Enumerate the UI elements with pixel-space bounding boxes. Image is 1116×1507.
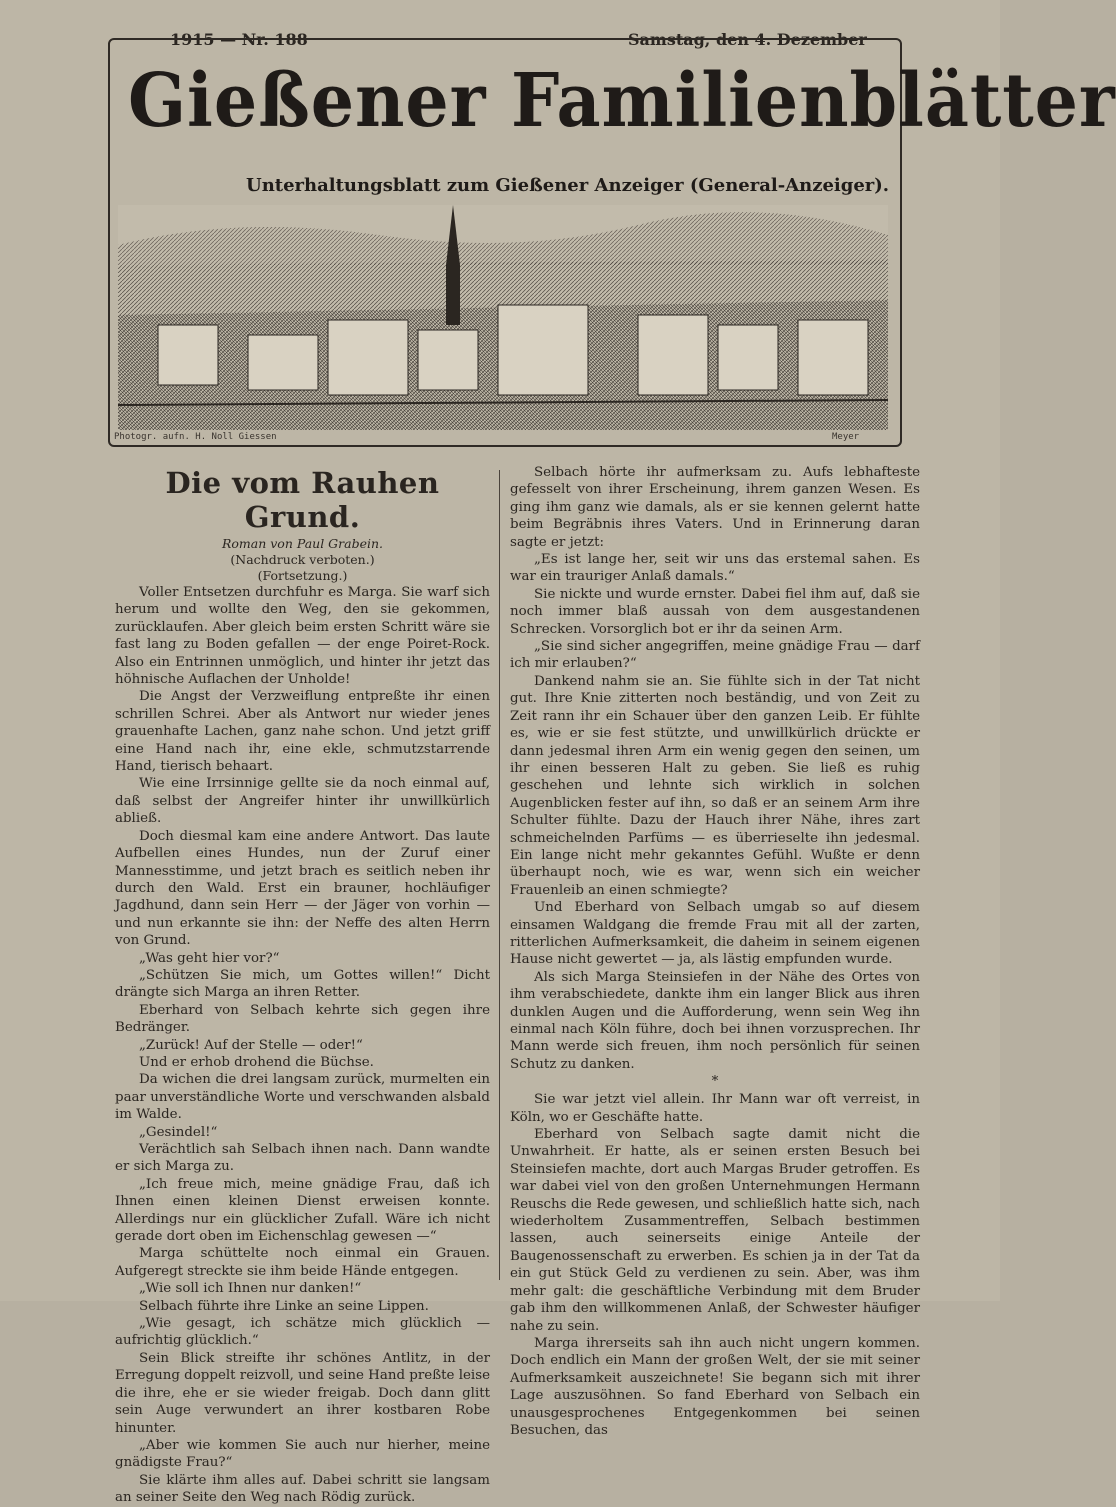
city-panorama-illustration (118, 205, 888, 430)
paragraph: Sie war jetzt viel allein. Ihr Mann war oft verreist, in Köln, wo er Geschäfte hatte. (510, 1092, 920, 1125)
section-separator: * (711, 1074, 719, 1090)
masthead-subtitle: Unterhaltungsblatt zum Gießener Anzeiger (General-Anzeiger). (246, 175, 890, 196)
paragraph: Marga ihrerseits sah ihn auch nicht ungern kommen. Doch endlich ein Mann der großen Welt, der sie mit seiner Aufmerksamkeit auszeichnete! Sie begann sich mit ihrer Lage auszusöhnen. So fand Eberhard von Selbach ein unausgesprochenes Entgegenkommen bei seinen Besuchen, das (510, 1335, 920, 1438)
paragraph: Wie eine Irrsinnige gellte sie da noch einmal auf, daß selbst der Angreifer hinter ihr unwillkürlich abließ. (115, 776, 490, 827)
right-column (510, 464, 920, 1439)
paragraph: Selbach führte ihre Linke an seine Lippen. (139, 1298, 429, 1314)
paragraph: Verächtlich sah Selbach ihnen nach. Dann wandte er sich Marga zu. (115, 1142, 490, 1175)
photo-credit: Photogr. aufn. H. Noll Giessen (114, 432, 277, 442)
paragraph: Eberhard von Selbach sagte damit nicht die Unwahrheit. Er hatte, als er seinen ersten Besuch bei Steinsiefen machte, dort auch Margas Bruder getroffen. Es war dabei viel von den großen Unternehmungen Hermann Reuschs die Rede gewesen, und schließlich hatte sich, nach wiederholtem Zusammentreffen, Selbach bestimmen lassen, auch seinerseits einige Anteile der Baugenossenschaft zu erwerben. Es schien ja in der Tat da ein gut Stück Geld zu verdienen zu sein. Aber, was ihm mehr galt: die geschäftliche Verbindung mit dem Bruder gab ihm den willkommenen Anlaß, der Schwester häufiger nahe zu sein. (510, 1127, 920, 1334)
engraver-credit: Meyer (832, 432, 860, 442)
issue-date: Samstag, den 4. Dezember (628, 30, 867, 49)
paragraph: „Aber wie kommen Sie auch nur hierher, meine gnädigste Frau?“ (115, 1437, 490, 1471)
paragraph: Sie nickte und wurde ernster. Dabei fiel ihm auf, daß sie noch immer blaß aussah von dem ausgestandenen Schrecken. Vorsorglich bot er ihr da seinen Arm. (510, 586, 920, 637)
paragraph: Und er erhob drohend die Büchse. (139, 1054, 374, 1070)
reprint-note: (Nachdruck verboten.) (230, 552, 375, 567)
masthead-title: Gießener Familienblätter (128, 58, 1116, 144)
paragraph: Die Angst der Verzweiflung entpreßte ihr einen schrillen Schrei. Aber als Antwort nur wieder jenes grauenhafte Lachen, ganz nahe schon. Und jetzt griff eine Hand nach ihr, eine ekle, schmutzstarrende Hand, tierisch behaart. (115, 689, 490, 775)
left-column (115, 462, 490, 1507)
paragraph: Sie klärte ihm alles auf. Dabei schritt sie langsam an seiner Seite den Weg nach Rödig zurück. (115, 1472, 490, 1506)
paragraph: „Schützen Sie mich, um Gottes willen!“ Dicht drängte sich Marga an ihren Retter. (115, 967, 490, 1001)
paragraph: „Wie soll ich Ihnen nur danken!“ (139, 1281, 362, 1297)
paragraph: „Sie sind sicher angegriffen, meine gnädige Frau — darf ich mir erlauben?“ (510, 639, 920, 672)
paragraph: Eberhard von Selbach kehrte sich gegen ihre Bedränger. (115, 1002, 490, 1036)
story-byline: Roman von Paul Grabein. (221, 536, 384, 551)
paragraph: „Zurück! Auf der Stelle — oder!“ (139, 1037, 363, 1053)
paragraph: „Es ist lange her, seit wir uns das erstemal sahen. Es war ein trauriger Anlaß damals.“ (510, 552, 920, 585)
paragraph: Marga schüttelte noch einmal ein Grauen. Aufgeregt streckte sie ihm beide Hände entgegen. (115, 1246, 490, 1279)
paragraph: „Gesindel!“ (139, 1124, 218, 1140)
story-title: Die vom Rauhen Grund. (165, 466, 440, 534)
paragraph: „Wie gesagt, ich schätze mich glücklich — aufrichtig glücklich.“ (115, 1316, 490, 1349)
paragraph: „Was geht hier vor?“ (139, 950, 280, 966)
paragraph: Voller Entsetzen durchfuhr es Marga. Sie warf sich herum und wollte den Weg, den sie gekommen, zurücklaufen. Aber gleich beim ersten Schritt wäre sie fast lang zu Boden gefallen — der enge Poiret-Rock. Also ein Entrinnen unmöglich, und hinter ihr jetzt das höhnische Auflachen der Unholde! (115, 585, 490, 688)
paragraph: Dankend nahm sie an. Sie fühlte sich in der Tat nicht gut. Ihre Knie zitterten noch beständig, und von Zeit zu Zeit rann ihr ein Schauer über den ganzen Leib. Er fühlte es, wie er sie fest stützte, und unwillkürlich drückte er dann jedesmal ihren Arm ein wenig gegen den seinen, um ihr einen besseren Halt zu geben. Sie ließ es ruhig geschehen und lehnte sich wirklich in solchen Augenblicken fester auf ihn, so daß er an seinem Arm ihre Schulter fühlte. Dazu der Hauch ihrer Nähe, ihres zart schmeichelnden Parfüms — es überrieselte ihn jedesmal. Ein lange nicht mehr gekanntes Gefühl. Wußte er denn überhaupt noch, wie es war, wenn sich ein weicher Frauenleib an einen schmiegte? (510, 673, 920, 898)
paragraph: „Ich freue mich, meine gnädige Frau, daß ich Ihnen einen kleinen Dienst erweisen konnte. Allerdings nur ein glücklicher Zufall. Wäre ich nicht gerade dort oben im Eichenschlag gewesen —“ (115, 1176, 490, 1245)
paragraph: Und Eberhard von Selbach umgab so auf diesem einsamen Waldgang die fremde Frau mit all der zarten, ritterlichen Aufmerksamkeit, die daheim in seinem eigenen Hause nicht gewertet — ja, als lästig empfunden wurde. (510, 900, 920, 968)
paragraph: Selbach hörte ihr aufmerksam zu. Aufs lebhafteste gefesselt von ihrer Erscheinung, ihrem ganzen Wesen. Es ging ihm ganz wie damals, als er sie kennen gelernt hatte beim Begräbnis ihres Vaters. Und in Erinnerung daran sagte er jetzt: (510, 465, 920, 550)
continuation-note: (Fortsetzung.) (257, 568, 348, 583)
paragraph: Als sich Marga Steinsiefen in der Nähe des Ortes von ihm verabschiedete, dankte ihm ein langer Blick aus ihren dunklen Augen und die Aufforderung, wenn sein Weg ihn einmal nach Köln führe, doch bei ihnen vorzusprechen. Ihr Mann werde sich freuen, ihm noch persönlich für seinen Schutz zu danken. (510, 969, 920, 1072)
paragraph: Da wichen die drei langsam zurück, murmelten ein paar unverständliche Worte und verschwanden alsbald im Walde. (115, 1072, 490, 1123)
paragraph: Sein Blick streifte ihr schönes Antlitz, in der Erregung doppelt reizvoll, und seine Hand preßte leise die ihre, ehe er sie wieder freigab. Doch dann glitt sein Auge verwundert an ihrer kostbaren Robe hinunter. (115, 1350, 490, 1436)
issue-number: 1915 — Nr. 188 (170, 30, 308, 49)
paragraph: Doch diesmal kam eine andere Antwort. Das laute Aufbellen eines Hundes, nun der Zuruf einer Mannesstimme, und jetzt brach es seitlich neben ihr durch den Wald. Erst ein brauner, hochläufiger Jagdhund, dann sein Herr — der Jäger von vorhin — und nun erkannte sie ihn: der Neffe des alten Herrn von Grund. (115, 828, 490, 949)
column-divider (499, 470, 500, 1280)
